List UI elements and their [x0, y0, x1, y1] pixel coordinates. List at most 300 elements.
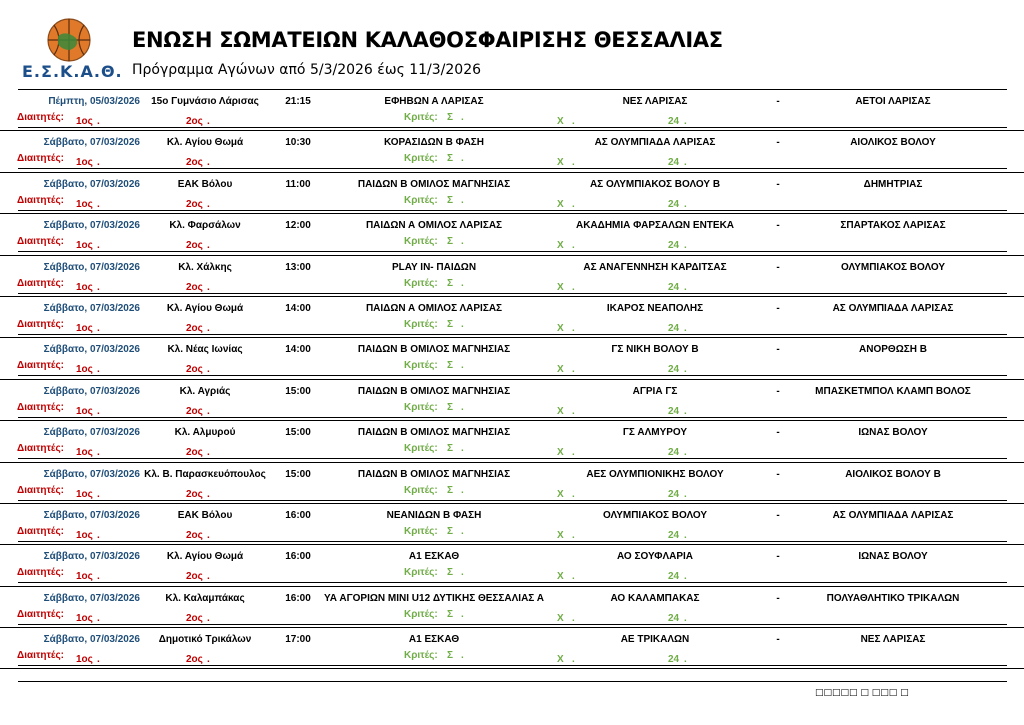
- judge-scorer-value: .: [461, 236, 464, 248]
- home-team: ΑΚΑΔΗΜΙΑ ΦΑΡΣΑΛΩΝ ΕΝΤΕΚΑ: [575, 220, 735, 232]
- judge-scorer-slot: Σ: [447, 360, 454, 372]
- referee-2-slot: 2ος: [186, 447, 203, 459]
- judge-scorer-slot: Σ: [447, 112, 454, 123]
- referee-1-slot: 1ος: [76, 405, 93, 417]
- game-row: [0, 214, 1024, 255]
- game-time: 13:00: [285, 261, 311, 273]
- referee-1-slot: 1ος: [76, 240, 93, 252]
- game-date: Σάββατο, 07/03/2026: [43, 137, 140, 149]
- game-row: [0, 338, 1024, 379]
- judge-shotclock-slot: 24: [668, 612, 680, 624]
- game-venue: Κλ. Χάλκης: [178, 261, 232, 273]
- row-divider: [18, 210, 1007, 211]
- away-team: ΔΗΜΗΤΡΙΑΣ: [863, 178, 923, 190]
- judge-shotclock-value: .: [684, 157, 687, 169]
- game-venue: Κλ. Νέας Ιωνίας: [167, 344, 243, 356]
- away-team: ΟΛΥΜΠΙΑΚΟΣ ΒΟΛΟΥ: [840, 261, 946, 273]
- judges-label: Κριτές:: [404, 650, 438, 662]
- game-venue: Κλ. Αγίου Θωμά: [166, 302, 244, 314]
- referee-1-value: .: [97, 571, 100, 583]
- judge-shotclock-value: .: [684, 364, 687, 376]
- game-date: Σάββατο, 07/03/2026: [43, 220, 140, 232]
- match-dash: -: [776, 96, 780, 107]
- referee-2-value: .: [207, 364, 210, 376]
- judge-timer-value: .: [572, 281, 575, 293]
- game-category: ΠΑΙΔΩΝ Β ΟΜΙΛΟΣ ΜΑΓΝΗΣΙΑΣ: [357, 178, 511, 190]
- row-divider: [18, 665, 1007, 666]
- home-team: ΓΣ ΝΙΚΗ ΒΟΛΟΥ Β: [611, 344, 699, 356]
- home-team: ΟΛΥΜΠΙΑΚΟΣ ΒΟΛΟΥ: [602, 509, 708, 521]
- referee-1-slot: 1ος: [76, 198, 93, 210]
- away-team: ΜΠΑΣΚΕΤΜΠΟΛ ΚΛΑΜΠ ΒΟΛΟΣ: [815, 385, 971, 397]
- referees-label: Διαιτητές:: [17, 360, 64, 372]
- game-date: Σάββατο, 07/03/2026: [43, 551, 140, 563]
- judge-shotclock-slot: 24: [668, 571, 680, 583]
- referee-1-value: .: [97, 281, 100, 293]
- game-date: Σάββατο, 07/03/2026: [43, 385, 140, 397]
- judge-shotclock-value: .: [684, 116, 687, 127]
- judge-scorer-slot: Σ: [447, 194, 454, 206]
- judge-timer-slot: Χ: [557, 322, 564, 334]
- match-dash: -: [776, 634, 780, 646]
- referee-2-value: .: [207, 157, 210, 169]
- judge-scorer-slot: Σ: [447, 401, 454, 413]
- referee-2-slot: 2ος: [186, 198, 203, 210]
- judge-timer-slot: Χ: [557, 571, 564, 583]
- game-row: [0, 380, 1024, 421]
- judge-timer-slot: Χ: [557, 405, 564, 417]
- game-venue: ΕΑΚ Βόλου: [177, 509, 233, 521]
- game-date: Σάββατο, 07/03/2026: [43, 302, 140, 314]
- game-date: Σάββατο, 07/03/2026: [43, 261, 140, 273]
- game-category: PLAY IN- ΠΑΙΔΩΝ: [391, 261, 477, 273]
- referees-label: Διαιτητές:: [17, 194, 64, 206]
- away-team: ΑΝΟΡΘΩΣΗ Β: [859, 344, 927, 356]
- referee-1-slot: 1ος: [76, 654, 93, 666]
- row-divider: [18, 375, 1007, 376]
- row-divider: [18, 458, 1007, 459]
- game-time: 15:00: [285, 385, 311, 397]
- judge-shotclock-value: .: [684, 405, 687, 417]
- judge-timer-slot: Χ: [557, 612, 564, 624]
- judges-label: Κριτές:: [404, 277, 438, 289]
- judges-label: Κριτές:: [404, 236, 438, 248]
- row-divider: [18, 293, 1007, 294]
- referee-2-value: .: [207, 198, 210, 210]
- judge-shotclock-value: .: [684, 488, 687, 500]
- referee-2-slot: 2ος: [186, 571, 203, 583]
- referee-2-value: .: [207, 654, 210, 666]
- row-divider: [18, 624, 1007, 625]
- judges-label: Κριτές:: [404, 360, 438, 372]
- referees-label: Διαιτητές:: [17, 236, 64, 248]
- referee-1-value: .: [97, 488, 100, 500]
- logo-text: Ε.Σ.Κ.Α.Θ.: [22, 62, 123, 81]
- judge-shotclock-slot: 24: [668, 281, 680, 293]
- judge-shotclock-slot: 24: [668, 488, 680, 500]
- judge-scorer-slot: Σ: [447, 567, 454, 579]
- away-team: ΑΣ ΟΛΥΜΠΙΑΔΑ ΛΑΡΙΣΑΣ: [832, 509, 954, 521]
- referee-2-slot: 2ος: [186, 405, 203, 417]
- judge-scorer-slot: Σ: [447, 318, 454, 330]
- referee-1-slot: 1ος: [76, 364, 93, 376]
- away-team: ΙΩΝΑΣ ΒΟΛΟΥ: [858, 551, 928, 563]
- referee-2-slot: 2ος: [186, 157, 203, 169]
- judge-scorer-value: .: [461, 153, 464, 165]
- judge-shotclock-slot: 24: [668, 157, 680, 169]
- judge-scorer-slot: Σ: [447, 608, 454, 620]
- referees-label: Διαιτητές:: [17, 443, 64, 455]
- judge-timer-value: .: [572, 240, 575, 252]
- game-venue: 15ο Γυμνάσιο Λάρισας: [151, 96, 259, 107]
- game-time: 12:00: [285, 220, 311, 232]
- judges-label: Κριτές:: [404, 153, 438, 165]
- judge-scorer-value: .: [461, 360, 464, 372]
- away-team: ΑΕΤΟΙ ΛΑΡΙΣΑΣ: [855, 96, 931, 107]
- home-team: ΑΟ ΚΑΛΑΜΠΑΚΑΣ: [610, 592, 700, 604]
- judge-shotclock-slot: 24: [668, 654, 680, 666]
- referees-label: Διαιτητές:: [17, 112, 64, 123]
- judge-shotclock-value: .: [684, 447, 687, 459]
- referee-2-value: .: [207, 322, 210, 334]
- referee-2-slot: 2ος: [186, 364, 203, 376]
- judge-timer-slot: Χ: [557, 240, 564, 252]
- home-team: ΑΣ ΑΝΑΓΕΝΝΗΣΗ ΚΑΡΔΙΤΣΑΣ: [583, 261, 727, 273]
- game-category: ΠΑΙΔΩΝ Β ΟΜΙΛΟΣ ΜΑΓΝΗΣΙΑΣ: [357, 344, 511, 356]
- referee-2-value: .: [207, 240, 210, 252]
- referees-label: Διαιτητές:: [17, 608, 64, 620]
- judge-shotclock-value: .: [684, 322, 687, 334]
- referee-2-slot: 2ος: [186, 488, 203, 500]
- judge-timer-value: .: [572, 612, 575, 624]
- judge-shotclock-value: .: [684, 240, 687, 252]
- judge-shotclock-value: .: [684, 529, 687, 541]
- home-team: ΙΚΑΡΟΣ ΝΕΑΠΟΛΗΣ: [606, 302, 704, 314]
- judge-scorer-value: .: [461, 525, 464, 537]
- judge-timer-value: .: [572, 405, 575, 417]
- game-venue: Κλ. Αγριάς: [179, 385, 231, 397]
- referee-2-value: .: [207, 488, 210, 500]
- game-venue: Κλ. Αλμυρού: [174, 427, 236, 439]
- judges-label: Κριτές:: [404, 401, 438, 413]
- judge-timer-slot: Χ: [557, 447, 564, 459]
- referee-2-value: .: [207, 116, 210, 127]
- match-dash: -: [776, 468, 780, 480]
- judge-scorer-slot: Σ: [447, 153, 454, 165]
- row-divider: [18, 500, 1007, 501]
- referee-1-value: .: [97, 322, 100, 334]
- referee-2-slot: 2ος: [186, 116, 203, 127]
- judge-timer-slot: Χ: [557, 281, 564, 293]
- game-category: ΕΦΗΒΩΝ Α ΛΑΡΙΣΑΣ: [384, 96, 484, 107]
- row-divider: [18, 334, 1007, 335]
- judge-scorer-slot: Σ: [447, 236, 454, 248]
- game-venue: ΕΑΚ Βόλου: [177, 178, 233, 190]
- referee-1-value: .: [97, 157, 100, 169]
- game-category: ΠΑΙΔΩΝ Β ΟΜΙΛΟΣ ΜΑΓΝΗΣΙΑΣ: [357, 427, 511, 439]
- referees-label: Διαιτητές:: [17, 318, 64, 330]
- judges-label: Κριτές:: [404, 112, 438, 123]
- judge-timer-value: .: [572, 447, 575, 459]
- judge-timer-value: .: [572, 571, 575, 583]
- home-team: ΑΣ ΟΛΥΜΠΙΑΚΟΣ ΒΟΛΟΥ Β: [589, 178, 721, 190]
- referee-2-slot: 2ος: [186, 281, 203, 293]
- home-team: ΝΕΣ ΛΑΡΙΣΑΣ: [622, 96, 688, 107]
- match-dash: -: [776, 261, 780, 273]
- referee-2-slot: 2ος: [186, 654, 203, 666]
- referee-1-value: .: [97, 116, 100, 127]
- match-dash: -: [776, 592, 780, 604]
- judge-shotclock-slot: 24: [668, 529, 680, 541]
- home-team: ΑΟ ΣΟΥΦΛΑΡΙΑ: [616, 551, 694, 563]
- judge-timer-value: .: [572, 157, 575, 169]
- game-row: [0, 628, 1024, 669]
- bottom-divider: [18, 681, 1007, 682]
- judge-timer-slot: Χ: [557, 116, 564, 127]
- judge-shotclock-value: .: [684, 281, 687, 293]
- game-category: ΠΑΙΔΩΝ Β ΟΜΙΛΟΣ ΜΑΓΝΗΣΙΑΣ: [357, 468, 511, 480]
- away-team: ΑΙΟΛΙΚΟΣ ΒΟΛΟΥ Β: [845, 468, 941, 480]
- match-dash: -: [776, 427, 780, 439]
- judge-timer-value: .: [572, 654, 575, 666]
- match-dash: -: [776, 137, 780, 149]
- game-time: 16:00: [285, 551, 311, 563]
- page-footer: □□□□□ □ □□□ □: [815, 688, 909, 698]
- game-venue: Κλ. Φαρσάλων: [169, 220, 241, 232]
- game-date: Σάββατο, 07/03/2026: [43, 344, 140, 356]
- judge-scorer-slot: Σ: [447, 650, 454, 662]
- game-time: 14:00: [285, 344, 311, 356]
- game-venue: Κλ. Β. Παρασκευόπουλος: [144, 468, 266, 480]
- away-team: ΝΕΣ ΛΑΡΙΣΑΣ: [860, 634, 926, 646]
- judge-scorer-value: .: [461, 277, 464, 289]
- game-row: [0, 587, 1024, 628]
- referees-label: Διαιτητές:: [17, 277, 64, 289]
- judge-timer-slot: Χ: [557, 198, 564, 210]
- judge-timer-value: .: [572, 198, 575, 210]
- game-date: Σάββατο, 07/03/2026: [43, 592, 140, 604]
- game-venue: Κλ. Αγίου Θωμά: [166, 137, 244, 149]
- judge-timer-slot: Χ: [557, 488, 564, 500]
- referee-1-value: .: [97, 405, 100, 417]
- referee-1-slot: 1ος: [76, 116, 93, 127]
- row-divider: [18, 168, 1007, 169]
- game-date: Σάββατο, 07/03/2026: [43, 468, 140, 480]
- away-team: ΑΣ ΟΛΥΜΠΙΑΔΑ ΛΑΡΙΣΑΣ: [832, 302, 954, 314]
- referee-2-slot: 2ος: [186, 612, 203, 624]
- referee-2-value: .: [207, 529, 210, 541]
- judge-timer-value: .: [572, 322, 575, 334]
- judge-scorer-value: .: [461, 443, 464, 455]
- match-dash: -: [776, 385, 780, 397]
- game-venue: Κλ. Αγίου Θωμά: [166, 551, 244, 563]
- judge-scorer-slot: Σ: [447, 525, 454, 537]
- judge-scorer-value: .: [461, 401, 464, 413]
- referee-1-value: .: [97, 198, 100, 210]
- referee-2-value: .: [207, 281, 210, 293]
- judge-shotclock-value: .: [684, 571, 687, 583]
- game-time: 21:15: [285, 96, 311, 107]
- judge-shotclock-slot: 24: [668, 116, 680, 127]
- judges-label: Κριτές:: [404, 484, 438, 496]
- judge-timer-value: .: [572, 529, 575, 541]
- page-title: ΕΝΩΣΗ ΣΩΜΑΤΕΙΩΝ ΚΑΛΑΘΟΣΦΑΙΡΙΣΗΣ ΘΕΣΣΑΛΙΑΣ: [132, 28, 723, 52]
- match-dash: -: [776, 178, 780, 190]
- game-date: Σάββατο, 07/03/2026: [43, 634, 140, 646]
- judge-timer-value: .: [572, 364, 575, 376]
- game-category: ΠΑΙΔΩΝ Α ΟΜΙΛΟΣ ΛΑΡΙΣΑΣ: [365, 220, 503, 232]
- row-divider: [18, 251, 1007, 252]
- game-date: Σάββατο, 07/03/2026: [43, 509, 140, 521]
- judges-label: Κριτές:: [404, 443, 438, 455]
- judge-shotclock-slot: 24: [668, 322, 680, 334]
- referee-1-value: .: [97, 240, 100, 252]
- away-team: ΙΩΝΑΣ ΒΟΛΟΥ: [858, 427, 928, 439]
- referee-1-slot: 1ος: [76, 612, 93, 624]
- judges-label: Κριτές:: [404, 567, 438, 579]
- referee-1-slot: 1ος: [76, 529, 93, 541]
- away-team: ΣΠΑΡΤΑΚΟΣ ΛΑΡΙΣΑΣ: [840, 220, 946, 232]
- referee-2-slot: 2ος: [186, 322, 203, 334]
- match-dash: -: [776, 509, 780, 521]
- judge-timer-value: .: [572, 116, 575, 127]
- judge-timer-slot: Χ: [557, 157, 564, 169]
- judge-timer-slot: Χ: [557, 529, 564, 541]
- row-divider: [18, 417, 1007, 418]
- page-subtitle: Πρόγραμμα Αγώνων από 5/3/2026 έως 11/3/2026: [132, 62, 482, 78]
- game-row: [0, 90, 1024, 131]
- referee-1-slot: 1ος: [76, 281, 93, 293]
- judge-scorer-value: .: [461, 318, 464, 330]
- game-date: Πέμπτη, 05/03/2026: [48, 96, 140, 107]
- game-row: [0, 504, 1024, 545]
- referees-label: Διαιτητές:: [17, 484, 64, 496]
- game-time: 10:30: [285, 137, 311, 149]
- judge-shotclock-slot: 24: [668, 240, 680, 252]
- game-row: [0, 463, 1024, 504]
- judge-timer-value: .: [572, 488, 575, 500]
- away-team: ΑΙΟΛΙΚΟΣ ΒΟΛΟΥ: [850, 137, 936, 149]
- schedule-list: [0, 90, 1024, 669]
- judge-scorer-slot: Σ: [447, 277, 454, 289]
- referee-1-value: .: [97, 447, 100, 459]
- game-time: 15:00: [285, 427, 311, 439]
- referee-1-value: .: [97, 364, 100, 376]
- row-divider: [18, 582, 1007, 583]
- home-team: ΓΣ ΑΛΜΥΡΟΥ: [622, 427, 688, 439]
- referee-1-value: .: [97, 529, 100, 541]
- game-time: 17:00: [285, 634, 311, 646]
- referee-1-slot: 1ος: [76, 157, 93, 169]
- referee-2-value: .: [207, 405, 210, 417]
- judge-timer-slot: Χ: [557, 654, 564, 666]
- game-date: Σάββατο, 07/03/2026: [43, 427, 140, 439]
- judges-label: Κριτές:: [404, 525, 438, 537]
- judge-shotclock-value: .: [684, 612, 687, 624]
- judge-scorer-value: .: [461, 112, 464, 123]
- judge-shotclock-value: .: [684, 198, 687, 210]
- judge-shotclock-slot: 24: [668, 198, 680, 210]
- referee-1-slot: 1ος: [76, 447, 93, 459]
- game-category: ΠΑΙΔΩΝ Β ΟΜΙΛΟΣ ΜΑΓΝΗΣΙΑΣ: [357, 385, 511, 397]
- match-dash: -: [776, 344, 780, 356]
- judge-scorer-value: .: [461, 484, 464, 496]
- game-time: 14:00: [285, 302, 311, 314]
- game-category: ΥΑ ΑΓΟΡΙΩΝ MINI U12 ΔΥΤΙΚΗΣ ΘΕΣΣΑΛΙΑΣ Α: [324, 592, 544, 604]
- judge-scorer-value: .: [461, 194, 464, 206]
- referee-1-slot: 1ος: [76, 322, 93, 334]
- game-date: Σάββατο, 07/03/2026: [43, 178, 140, 190]
- referees-label: Διαιτητές:: [17, 650, 64, 662]
- referee-1-value: .: [97, 612, 100, 624]
- home-team: ΑΓΡΙΑ ΓΣ: [632, 385, 678, 397]
- judge-timer-slot: Χ: [557, 364, 564, 376]
- judge-scorer-slot: Σ: [447, 484, 454, 496]
- judge-shotclock-value: .: [684, 654, 687, 666]
- referee-2-value: .: [207, 447, 210, 459]
- game-time: 15:00: [285, 468, 311, 480]
- game-time: 11:00: [285, 178, 311, 190]
- referee-1-slot: 1ος: [76, 488, 93, 500]
- referees-label: Διαιτητές:: [17, 401, 64, 413]
- home-team: ΑΕ ΤΡΙΚΑΛΩΝ: [620, 634, 690, 646]
- away-team: ΠΟΛΥΑΘΛΗΤΙΚΟ ΤΡΙΚΑΛΩΝ: [826, 592, 960, 604]
- game-row: [0, 297, 1024, 338]
- judge-scorer-value: .: [461, 650, 464, 662]
- game-time: 16:00: [285, 509, 311, 521]
- game-category: ΝΕΑΝΙΔΩΝ Β ΦΑΣΗ: [386, 509, 482, 521]
- judges-label: Κριτές:: [404, 318, 438, 330]
- match-dash: -: [776, 302, 780, 314]
- game-row: [0, 421, 1024, 462]
- referee-2-value: .: [207, 571, 210, 583]
- home-team: ΑΣ ΟΛΥΜΠΙΑΔΑ ΛΑΡΙΣΑΣ: [594, 137, 716, 149]
- judge-scorer-value: .: [461, 608, 464, 620]
- row-divider: [18, 127, 1007, 128]
- game-category: ΚΟΡΑΣΙΔΩΝ Β ΦΑΣΗ: [383, 137, 485, 149]
- game-row: [0, 173, 1024, 214]
- referees-label: Διαιτητές:: [17, 525, 64, 537]
- judge-shotclock-slot: 24: [668, 405, 680, 417]
- game-row: [0, 131, 1024, 172]
- game-category: ΠΑΙΔΩΝ Α ΟΜΙΛΟΣ ΛΑΡΙΣΑΣ: [365, 302, 503, 314]
- referee-2-slot: 2ος: [186, 529, 203, 541]
- game-time: 16:00: [285, 592, 311, 604]
- referee-1-value: .: [97, 654, 100, 666]
- game-row: [0, 256, 1024, 297]
- match-dash: -: [776, 551, 780, 563]
- judge-scorer-value: .: [461, 567, 464, 579]
- game-venue: Δημοτικό Τρικάλων: [158, 634, 252, 646]
- game-row: [0, 545, 1024, 586]
- judges-label: Κριτές:: [404, 608, 438, 620]
- game-category: Α1 ΕΣΚΑΘ: [408, 634, 460, 646]
- referee-1-slot: 1ος: [76, 571, 93, 583]
- referee-2-value: .: [207, 612, 210, 624]
- judges-label: Κριτές:: [404, 194, 438, 206]
- referees-label: Διαιτητές:: [17, 153, 64, 165]
- referee-2-slot: 2ος: [186, 240, 203, 252]
- referees-label: Διαιτητές:: [17, 567, 64, 579]
- game-category: Α1 ΕΣΚΑΘ: [408, 551, 460, 563]
- judge-shotclock-slot: 24: [668, 447, 680, 459]
- home-team: ΑΕΣ ΟΛΥΜΠΙΟΝΙΚΗΣ ΒΟΛΟΥ: [586, 468, 724, 480]
- judge-shotclock-slot: 24: [668, 364, 680, 376]
- judge-scorer-slot: Σ: [447, 443, 454, 455]
- game-venue: Κλ. Καλαμπάκας: [165, 592, 245, 604]
- match-dash: -: [776, 220, 780, 232]
- row-divider: [18, 541, 1007, 542]
